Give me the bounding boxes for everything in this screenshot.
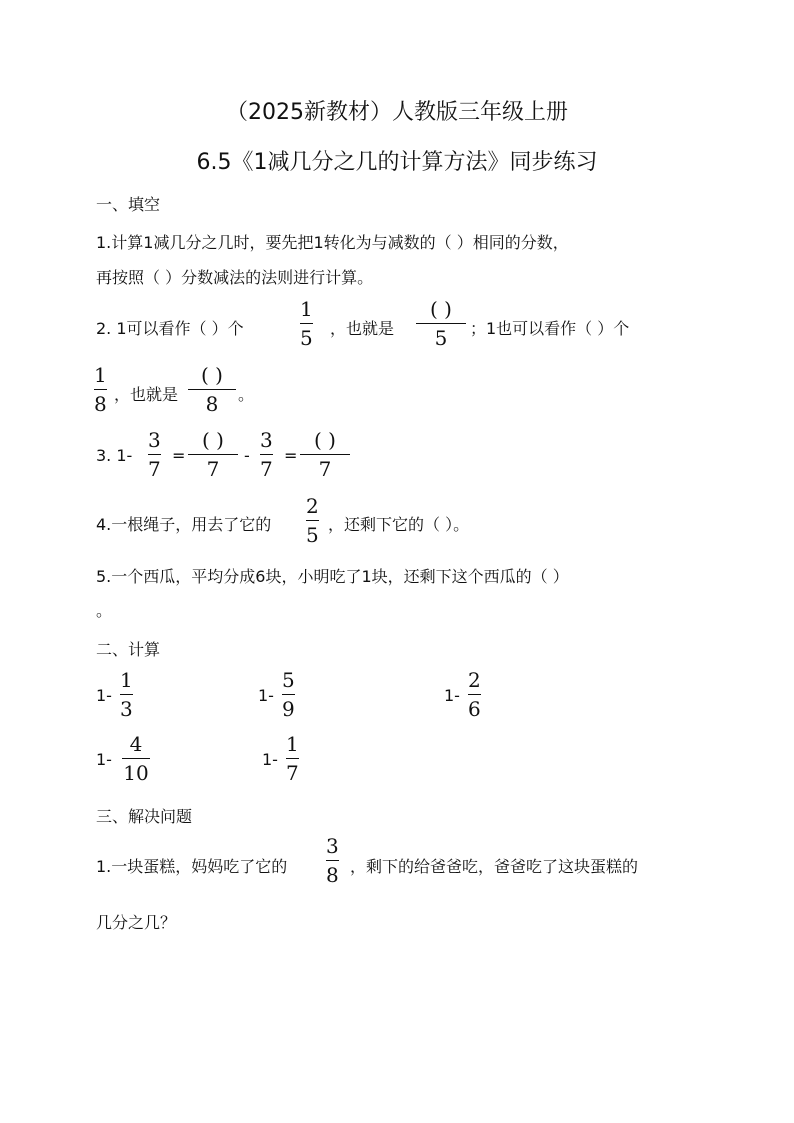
calc-3-prefix: 1- — [444, 686, 460, 705]
q3-fraction-4 — [300, 428, 350, 481]
q3-text-1: 3. 1- — [96, 446, 133, 465]
fraction-bar — [468, 694, 481, 695]
section-solve-heading: 三、解决问题 — [96, 807, 193, 826]
q4-fraction — [306, 494, 319, 547]
q2-text-4: ，也就是 — [114, 385, 179, 404]
q3-minus: - — [244, 446, 250, 465]
title-line-2: 6.5《1减几分之几的计算方法》同步练习 — [196, 150, 598, 175]
q3-fraction-2 — [188, 428, 238, 481]
solve1-text-1: 1.一块蛋糕，妈妈吃了它的 — [96, 857, 288, 876]
fraction-denominator: 7 — [206, 457, 220, 482]
q2-fraction-4 — [188, 363, 236, 416]
section-calc-heading: 二、计算 — [96, 640, 161, 659]
q3-equals-1: = — [172, 446, 186, 465]
fraction-bar — [120, 694, 133, 695]
q2-fraction-3 — [94, 363, 107, 416]
q2-text-3: ；1也可以看作（ ）个 — [470, 319, 630, 338]
fraction-bar — [300, 454, 350, 455]
solve1-fraction — [326, 834, 339, 887]
fraction-bar — [306, 520, 319, 521]
q3-fraction-3 — [260, 428, 273, 481]
calc-5-prefix: 1- — [262, 750, 278, 769]
q2-text-1: 2. 1可以看作（ ）个 — [96, 319, 244, 338]
fraction-denominator: 5 — [434, 326, 448, 351]
fraction-numerator: 3 — [260, 428, 273, 452]
fraction-numerator: 1 — [120, 668, 133, 692]
fraction-bar — [188, 389, 236, 390]
fraction-bar — [122, 758, 150, 759]
fraction-denominator: 7 — [286, 761, 299, 786]
q3-equals-2: = — [284, 446, 298, 465]
calc-1-prefix: 1- — [96, 686, 112, 705]
fraction-denominator: 6 — [468, 697, 481, 722]
fraction-bar — [188, 454, 238, 455]
fraction-numerator: ( ) — [314, 428, 336, 452]
fraction-numerator: ( ) — [202, 428, 224, 452]
calc-4-prefix: 1- — [96, 750, 112, 769]
fraction-numerator: 1 — [300, 297, 313, 321]
fraction-numerator: ( ) — [201, 363, 223, 387]
fraction-denominator: 8 — [94, 392, 107, 417]
fraction-denominator: 7 — [260, 457, 273, 482]
fraction-bar — [416, 323, 466, 324]
q2-fraction-2 — [416, 297, 466, 350]
solve1-text-2: ，剩下的给爸爸吃，爸爸吃了这块蛋糕的 — [350, 857, 639, 876]
fraction-bar — [286, 758, 299, 759]
q2-text-5: 。 — [238, 385, 255, 404]
fraction-denominator: 8 — [205, 392, 219, 417]
fraction-bar — [94, 389, 107, 390]
q3-fraction-1 — [148, 428, 161, 481]
fraction-numerator: ( ) — [430, 297, 452, 321]
q1-line-1: 1.计算1减几分之几时，要先把1转化为与减数的（ ）相同的分数， — [96, 233, 569, 252]
fraction-denominator: 10 — [123, 761, 149, 786]
fraction-bar — [260, 454, 273, 455]
fraction-denominator: 7 — [148, 457, 161, 482]
calc-1-fraction — [120, 668, 133, 721]
solve1-line-2: 几分之几？ — [96, 913, 177, 932]
fraction-numerator: 5 — [282, 668, 295, 692]
fraction-bar — [148, 454, 161, 455]
section-fill-heading: 一、填空 — [96, 195, 161, 214]
q4-text-2: ，还剩下它的（ ）。 — [328, 515, 470, 534]
fraction-denominator: 8 — [326, 863, 339, 888]
q4-text-1: 4.一根绳子，用去了它的 — [96, 515, 272, 534]
fraction-denominator: 5 — [300, 326, 313, 351]
fraction-numerator: 2 — [468, 668, 481, 692]
q2-text-2: ，也就是 — [330, 319, 395, 338]
calc-4-fraction — [122, 732, 150, 785]
q2-fraction-1 — [300, 297, 313, 350]
fraction-bar — [282, 694, 295, 695]
fraction-numerator: 2 — [306, 494, 319, 518]
calc-3-fraction — [468, 668, 481, 721]
fraction-denominator: 7 — [318, 457, 332, 482]
fraction-bar — [326, 860, 339, 861]
fraction-numerator: 3 — [148, 428, 161, 452]
q5-line-1: 5.一个西瓜，平均分成6块，小明吃了1块，还剩下这个西瓜的（ ） — [96, 567, 569, 586]
fraction-denominator: 3 — [120, 697, 133, 722]
calc-2-fraction — [282, 668, 295, 721]
fraction-bar — [300, 323, 313, 324]
calc-2-prefix: 1- — [258, 686, 274, 705]
fraction-numerator: 3 — [326, 834, 339, 858]
title-line-1: （2025新教材）人教版三年级上册 — [226, 100, 568, 125]
fraction-numerator: 1 — [94, 363, 107, 387]
q1-line-2: 再按照（ ）分数减法的法则进行计算。 — [96, 268, 374, 287]
q5-line-2: 。 — [96, 601, 113, 620]
fraction-denominator: 9 — [282, 697, 295, 722]
fraction-numerator: 4 — [129, 732, 143, 756]
fraction-denominator: 5 — [306, 523, 319, 548]
fraction-numerator: 1 — [286, 732, 299, 756]
calc-5-fraction — [286, 732, 299, 785]
